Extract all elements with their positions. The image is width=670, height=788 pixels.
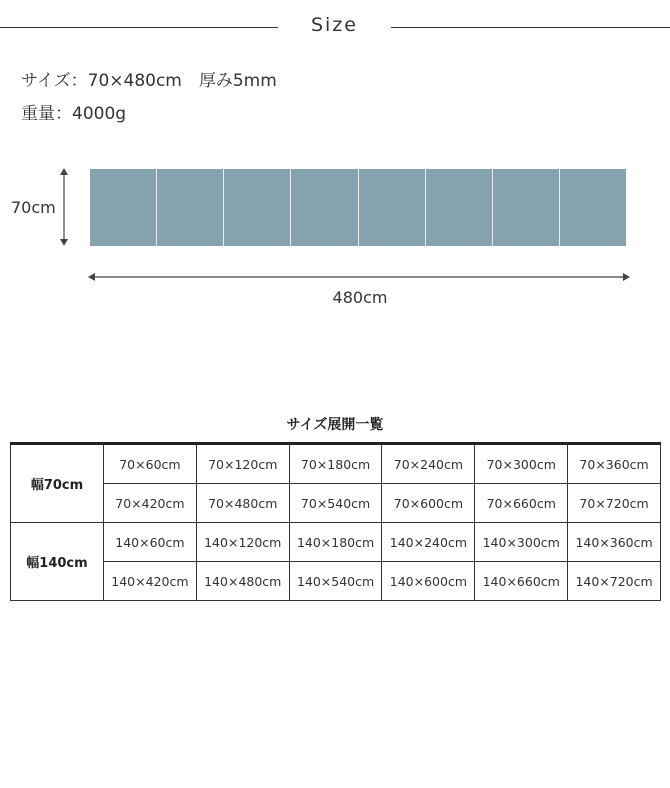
mat-panel: [426, 169, 493, 246]
size-cell: 70×480cm: [196, 484, 289, 523]
table-row: [11, 444, 661, 484]
size-table-title: サイズ展開一覧: [286, 417, 384, 433]
size-cell: 70×540cm: [289, 484, 382, 523]
size-cell: 70×180cm: [289, 444, 382, 484]
mat-panel: [560, 169, 626, 246]
size-cell: 70×660cm: [475, 484, 568, 523]
size-cell: 70×60cm: [104, 444, 197, 484]
size-section-header: [0, 14, 670, 40]
mat-panel: [291, 169, 358, 246]
header-rule-right: [391, 27, 670, 28]
width-group-label: 幅70cm: [11, 444, 104, 523]
section-title: Size: [310, 14, 358, 36]
header-rule-left: [0, 27, 278, 28]
size-cell: 70×120cm: [196, 444, 289, 484]
table-row: [11, 562, 661, 601]
height-label: 70cm: [11, 198, 56, 217]
width-label: 480cm: [332, 288, 388, 307]
size-cell: 140×720cm: [568, 562, 661, 601]
size-cell: 70×600cm: [382, 484, 475, 523]
mat-panel: [359, 169, 426, 246]
mat-panel: [90, 169, 157, 246]
width-dimension-arrow-icon: [88, 271, 630, 283]
size-cell: 70×300cm: [475, 444, 568, 484]
size-cell: 70×420cm: [104, 484, 197, 523]
size-cell: 140×420cm: [104, 562, 197, 601]
table-row: [11, 484, 661, 523]
size-cell: 140×540cm: [289, 562, 382, 601]
size-cell: 140×660cm: [475, 562, 568, 601]
mat-panel: [157, 169, 224, 246]
mat-diagram: [90, 169, 626, 246]
size-cell: 140×360cm: [568, 523, 661, 562]
size-cell: 140×240cm: [382, 523, 475, 562]
size-spec: サイズ：70×480cm 厚み5mm: [21, 71, 277, 91]
size-cell: 140×120cm: [196, 523, 289, 562]
mat-panel: [224, 169, 291, 246]
size-cell: 140×300cm: [475, 523, 568, 562]
mat-panel: [493, 169, 560, 246]
height-dimension-arrow-icon: [58, 168, 70, 246]
size-cell: 70×240cm: [382, 444, 475, 484]
width-group-label: 幅140cm: [11, 523, 104, 601]
size-table: [10, 442, 661, 601]
size-cell: 70×360cm: [568, 444, 661, 484]
size-cell: 140×600cm: [382, 562, 475, 601]
weight-spec: 重量：4000g: [21, 104, 127, 124]
size-cell: 70×720cm: [568, 484, 661, 523]
table-row: [11, 523, 661, 562]
size-cell: 140×60cm: [104, 523, 197, 562]
size-cell: 140×480cm: [196, 562, 289, 601]
size-cell: 140×180cm: [289, 523, 382, 562]
